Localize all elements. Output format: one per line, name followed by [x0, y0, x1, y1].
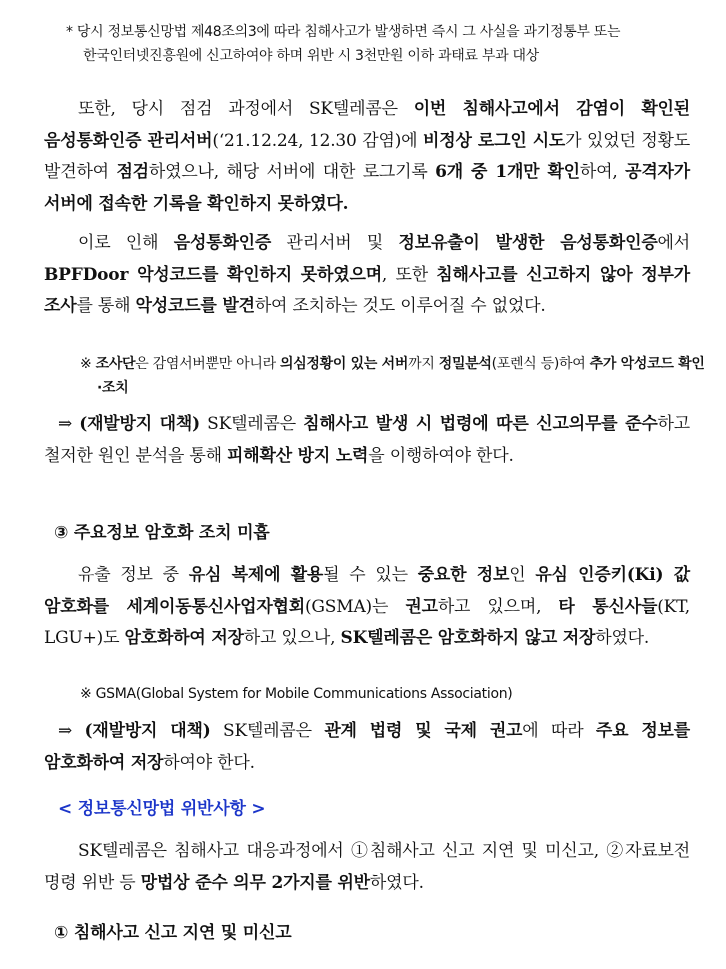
violations-heading: < 정보통신망법 위반사항 >	[58, 799, 266, 819]
text-emphasis: 권고	[405, 596, 438, 617]
text-run: 을 이행하여야 한다.	[368, 445, 514, 466]
text-run: 유출 정보 중	[78, 565, 189, 585]
text-run: 를 통해	[76, 296, 136, 316]
text-emphasis: 추가 악성코드 확인·조치	[97, 356, 705, 396]
section-heading-report-delay: ① 침해사고 신고 지연 및 미신고	[54, 923, 292, 943]
text-run: 하여,	[579, 162, 626, 182]
arrow-symbol: ⇒	[58, 414, 80, 434]
text-emphasis: BPFDoor 악성코드를 확인하지 못하였으며	[44, 264, 382, 285]
text-emphasis: (재발방지 대책)	[84, 721, 211, 741]
text-run: SK텔레콤은	[210, 721, 325, 741]
text-run: (GSMA)는	[305, 596, 406, 617]
investigation-note	[80, 352, 709, 400]
paragraph-login-attempt	[44, 94, 690, 220]
text-emphasis: 악성코드를 발견	[135, 296, 255, 316]
footnote-text: * 당시 정보통신망법 제48조의3에 따라 침해사고가 발생하면 즉시 그 사실을 과기정통부 또는 한국인터넷진흥원에 신고하여야 하며 위반 시 3천만원 이하 과태료 부과 대상	[66, 24, 621, 64]
text-emphasis: 침해사고를 신고하지 않아 정부가 조사	[44, 264, 690, 316]
prevention-measure-encryption	[44, 716, 690, 779]
text-run: (‘21.12.24, 12.30 감염)에	[212, 130, 424, 151]
text-emphasis: 이번 침해사고에서 감염이 확인된 음성통화인증 관리서버	[44, 99, 690, 151]
text-run: (포렌식 등)하여	[491, 356, 590, 372]
text-run: 이로 인해	[78, 233, 174, 253]
text-emphasis: 망법상 준수 의무 2가지를 위반	[140, 872, 370, 893]
text-run: 가 있었던 정황도 발견하여	[44, 130, 691, 182]
text-emphasis: 점검	[116, 162, 149, 182]
text-run: 하고 철저한 원인 분석을 통해	[44, 414, 690, 466]
text-run: 하고 있으며,	[437, 596, 559, 617]
text-run: SK텔레콤은	[199, 414, 304, 434]
text-emphasis: 유심 복제에 활용	[188, 565, 324, 585]
text-run: 하고 있으나,	[243, 628, 341, 648]
text-emphasis: 조사단	[95, 356, 136, 372]
paragraph-violations-summary	[44, 836, 690, 899]
text-run: 에서	[657, 233, 690, 253]
note-text: ※ GSMA(Global System for Mobile Communications Association)	[80, 686, 513, 702]
section-heading-encryption: ③ 주요정보 암호화 조치 미흡	[54, 523, 270, 543]
arrow-symbol: ⇒	[58, 721, 85, 741]
text-emphasis: 공격자가 서버에 접속한 기록을 확인하지 못하였다.	[44, 162, 690, 214]
text-run: ※	[80, 356, 96, 372]
gsma-note	[80, 682, 692, 706]
text-run: 될 수 있는	[323, 565, 418, 585]
text-emphasis: (재발방지 대책)	[79, 414, 200, 434]
top-footnote	[66, 20, 709, 68]
text-emphasis: 정밀분석	[438, 356, 492, 372]
text-emphasis: 정보유출이 발생한 음성통화인증	[398, 233, 658, 253]
text-emphasis: 주요 정보를 암호화하여 저장	[44, 721, 691, 773]
text-run: 또한, 당시 점검 과정에서 SK텔레콤은	[78, 99, 414, 119]
paragraph-encryption	[44, 560, 690, 655]
text-run: 에 따라	[522, 721, 596, 741]
text-emphasis: SK텔레콤은 암호화하지 않고 저장	[340, 628, 596, 648]
text-run: 관리서버 및	[271, 233, 399, 253]
prevention-measure-reporting	[44, 409, 690, 472]
text-run: , 또한	[381, 264, 437, 285]
text-emphasis: 관계 법령 및 국제 권고	[324, 721, 523, 741]
text-run: SK텔레콤은 침해사고 대응과정에서 ①침해사고 신고 지연 및 미신고, ②자료보전 명령 위반 등	[44, 841, 690, 893]
text-run: 하여 조치하는 것도 이루어질 수 없었다.	[254, 296, 546, 316]
text-run: 하였다.	[369, 872, 424, 893]
text-run: 인	[509, 565, 536, 585]
text-emphasis: 6개 중 1개만 확인	[435, 162, 580, 182]
text-run: 하여야 한다.	[163, 752, 255, 773]
text-run: (KT, LGU+)도	[44, 596, 690, 648]
text-run: 은 감염서버뿐만 아니라	[135, 356, 280, 372]
text-emphasis: 암호화하여 저장	[124, 628, 244, 648]
text-run: 까지	[408, 356, 439, 372]
text-emphasis: 비정상 로그인 시도	[423, 130, 566, 151]
text-run: 하였다.	[595, 628, 650, 648]
text-emphasis: 피해확산 방지 노력	[227, 445, 369, 466]
text-emphasis: 유심 인증키(Ki) 값 암호화를 세계이동통신사업자협회	[44, 565, 690, 617]
text-run: 하였으나, 해당 서버에 대한 로그기록	[148, 162, 436, 182]
text-emphasis: 타 통신사들	[558, 596, 658, 617]
text-emphasis: 침해사고 발생 시 법령에 따른 신고의무를 준수	[303, 414, 658, 434]
paragraph-undetected-malware	[44, 228, 690, 323]
text-emphasis: 의심정황이 있는 서버	[279, 356, 409, 372]
text-emphasis: 음성통화인증	[173, 233, 272, 253]
text-emphasis: 중요한 정보	[417, 565, 510, 585]
